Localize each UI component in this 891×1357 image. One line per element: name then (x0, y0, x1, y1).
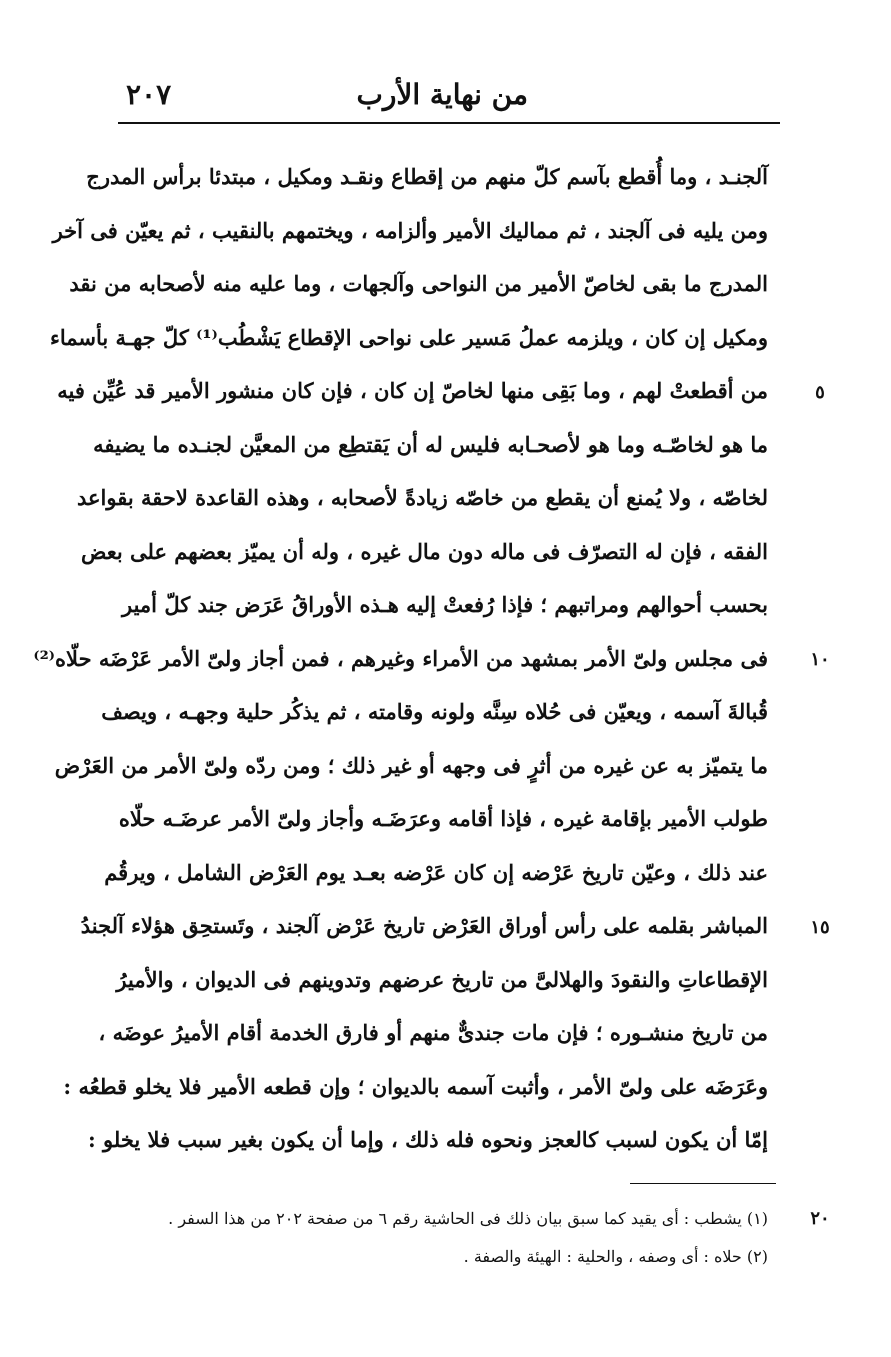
footnote-item: (١) يشطب : أى يقيد كما سبق بيان ذلك فى الحاشية رقم ٦ من صفحة ٢٠٢ من هذا السفر . (168, 1209, 768, 1228)
footnote-item: (٢) حلاه : أى وصفه ، والحلية : الهيئة والصفة . (463, 1247, 768, 1266)
text-line: آلجنـد ، وما أُقطع بآسم كلّ منهم من إقطاع ونقـد ومكيل ، مبتدئا برأس المدرج (86, 164, 768, 189)
text-line: من أقطعتْ لهم ، وما بَقِى منها لخاصّ إن كان ، فإن كان منشور الأمير قد عُيِّن فيه (57, 378, 768, 403)
text-line: طولب الأمير بإقامة غيره ، فإذا أقامه وعرَضَـه وأجاز ولىّ الأمر عرضَـه حلّاه (118, 806, 768, 831)
header-rule (118, 122, 780, 124)
line-number-marker: ١٠ (810, 649, 830, 670)
text-line: فى مجلس ولىّ الأمر بمشهد من الأمراء وغيرهم ، فمن أجاز ولىّ الأمر عَرْضَه حلّاه⁽²⁾ (33, 645, 768, 671)
footnote-rule (630, 1183, 776, 1184)
page-number: ٢٠٧ (126, 78, 172, 111)
page-header (118, 72, 778, 120)
text-line: بحسب أحوالهم ومراتبهم ؛ فإذا رُفعتْ إليه هـذه الأوراقُ عَرَض جند كلّ أمير (122, 592, 768, 617)
text-line: الإقطاعاتِ والنقودَ والهلالىَّ من تاريخ عرضهم وتدوينهم فى الديوان ، والأميرُ (116, 966, 768, 992)
text-line: المدرج ما بقى لخاصّ الأمير من النواحى وآلجهات ، وما عليه منه لأصحابه من نقد (69, 271, 768, 296)
text-line: عند ذلك ، وعيّن تاريخ عَرْضه إن كان عَرْضه بعـد يوم العَرْض الشامل ، ويرقُم (104, 859, 768, 885)
text-line: ما يتميّز به عن غيره من أثرٍ فى وجهه أو غير ذلك ؛ ومن ردّه ولىّ الأمر من العَرْض (54, 752, 768, 778)
text-line: من تاريخ منشـوره ؛ فإن مات جندىٌّ منهم أو فارق الخدمة أقام الأميرُ عوضَه ، (98, 1020, 768, 1045)
text-line: قُبالةَ آسمه ، ويعيّن فى حُلاه سِنَّه ولونه وقامته ، ثم يذكُر حلية وجهـه ، ويصف (101, 699, 768, 724)
main-text (33, 150, 768, 1167)
text-line: إمّا أن يكون لسبب كالعجز ونحوه فله ذلك ، وإما أن يكون بغير سبب فلا يخلو : (87, 1127, 768, 1152)
line-number-marker: ٥ (815, 382, 825, 403)
text-line: ومن يليه فى آلجند ، ثم مماليك الأمير وألزامه ، ويختمهم بالنقيب ، ثم يعيّن فى آخر (52, 217, 768, 243)
text-line: المباشر بقلمه على رأس أوراق العَرْض تاريخ عَرْض آلجند ، وتَستحِق هؤلاء آلجندُ (80, 913, 768, 938)
text-line: ومكيل إن كان ، ويلزمه عملُ مَسير على نواحى الإقطاع يَشْطُب⁽¹⁾ كلّ جهـة بأسماء (49, 324, 768, 350)
text-line: وعَرَضَه على ولىّ الأمر ، وأثبت آسمه بالديوان ؛ وإن قطعه الأمير فلا يخلو قطعُه : (63, 1073, 768, 1099)
running-title: من نهاية الأرب (356, 78, 528, 111)
line-number-marker: ١٥ (810, 917, 830, 938)
footnotes (130, 1200, 768, 1276)
text-line: لخاصّه ، ولا يُمنع أن يقطع من خاصّه زيادةً لأصحابه ، وهذه القاعدة لاحقة بقواعد (76, 485, 768, 510)
text-line: ما هو لخاصّـه وما هو لأصحـابه فليس له أن يَقتطِع من المعيَّن لجنـده ما يضيفه (93, 431, 768, 457)
line-number-marker: ٢٠ (810, 1208, 830, 1229)
text-line: الفقه ، فإن له التصرّف فى ماله دون مال غيره ، وله أن يميّز بعضهم على بعض (81, 538, 768, 564)
